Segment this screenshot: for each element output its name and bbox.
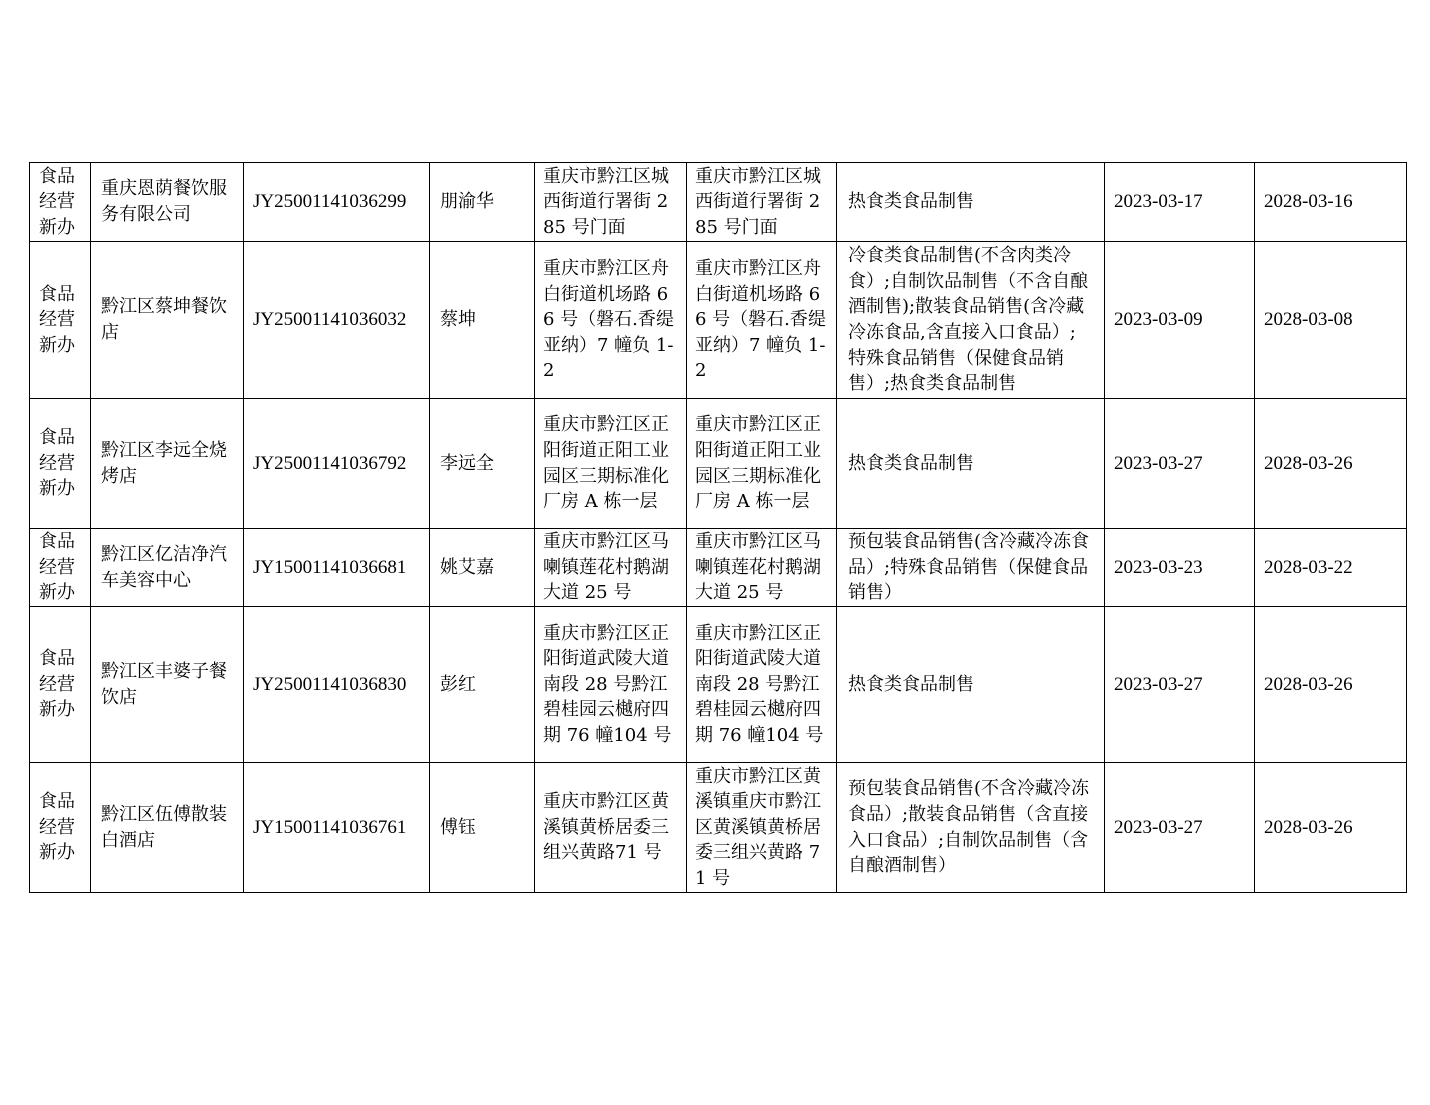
issue-date-cell: 2023-03-27 xyxy=(1105,607,1255,763)
expiry-date-cell: 2028-03-26 xyxy=(1255,607,1407,763)
issue-date-cell: 2023-03-17 xyxy=(1105,163,1255,242)
legal-person-cell: 姚艾嘉 xyxy=(430,529,535,607)
issue-date-cell: 2023-03-09 xyxy=(1105,242,1255,399)
license-number-cell: JY25001141036032 xyxy=(244,242,430,399)
table-row xyxy=(30,763,1407,893)
business-type-cell: 食品经营新办 xyxy=(30,242,91,399)
business-type-cell: 食品经营新办 xyxy=(30,607,91,763)
business-type-cell: 食品经营新办 xyxy=(30,529,91,607)
expiry-date-cell: 2028-03-08 xyxy=(1255,242,1407,399)
address-cell: 重庆市黔江区正阳街道武陵大道南段 28 号黔江碧桂园云樾府四期 76 幢104 号 xyxy=(535,607,687,763)
business-name-cell: 黔江区丰婆子餐饮店 xyxy=(91,607,244,763)
issue-date-cell: 2023-03-27 xyxy=(1105,399,1255,529)
license-number-cell: JY15001141036681 xyxy=(244,529,430,607)
business-scope-cell: 热食类食品制售 xyxy=(837,607,1105,763)
table-row xyxy=(30,529,1407,607)
table-row xyxy=(30,399,1407,529)
premises-address-cell: 重庆市黔江区舟白街道机场路 66 号（磐石.香缇亚纳）7 幢负 1-2 xyxy=(687,242,837,399)
business-name-cell: 黔江区亿洁净汽车美容中心 xyxy=(91,529,244,607)
table-row xyxy=(30,163,1407,242)
table-row xyxy=(30,242,1407,399)
premises-address-cell: 重庆市黔江区正阳街道正阳工业园区三期标准化厂房 A 栋一层 xyxy=(687,399,837,529)
business-scope-cell: 热食类食品制售 xyxy=(837,399,1105,529)
business-scope-cell: 冷食类食品制售(不含肉类冷食）;自制饮品制售（不含自酿酒制售);散装食品销售(含冷藏冷冻食品,含直接入口食品）;特殊食品销售（保健食品销售）;热食类食品制售 xyxy=(837,242,1105,399)
premises-address-cell: 重庆市黔江区马喇镇莲花村鹅湖大道 25 号 xyxy=(687,529,837,607)
legal-person-cell: 蔡坤 xyxy=(430,242,535,399)
license-number-cell: JY15001141036761 xyxy=(244,763,430,893)
business-name-cell: 黔江区李远全烧烤店 xyxy=(91,399,244,529)
address-cell: 重庆市黔江区黄溪镇黄桥居委三组兴黄路71 号 xyxy=(535,763,687,893)
business-name-cell: 黔江区伍傅散装白酒店 xyxy=(91,763,244,893)
premises-address-cell: 重庆市黔江区黄溪镇重庆市黔江区黄溪镇黄桥居委三组兴黄路 71 号 xyxy=(687,763,837,893)
license-number-cell: JY25001141036792 xyxy=(244,399,430,529)
business-type-cell: 食品经营新办 xyxy=(30,399,91,529)
issue-date-cell: 2023-03-23 xyxy=(1105,529,1255,607)
expiry-date-cell: 2028-03-26 xyxy=(1255,763,1407,893)
premises-address-cell: 重庆市黔江区正阳街道武陵大道南段 28 号黔江碧桂园云樾府四期 76 幢104 号 xyxy=(687,607,837,763)
business-scope-cell: 预包装食品销售(不含冷藏冷冻食品）;散装食品销售（含直接入口食品）;自制饮品制售（含自酿酒制售） xyxy=(837,763,1105,893)
business-type-cell: 食品经营新办 xyxy=(30,163,91,242)
address-cell: 重庆市黔江区正阳街道正阳工业园区三期标准化厂房 A 栋一层 xyxy=(535,399,687,529)
premises-address-cell: 重庆市黔江区城西街道行署街 285 号门面 xyxy=(687,163,837,242)
expiry-date-cell: 2028-03-26 xyxy=(1255,399,1407,529)
business-name-cell: 黔江区蔡坤餐饮店 xyxy=(91,242,244,399)
legal-person-cell: 彭红 xyxy=(430,607,535,763)
permit-table xyxy=(29,162,1407,893)
address-cell: 重庆市黔江区马喇镇莲花村鹅湖大道 25 号 xyxy=(535,529,687,607)
address-cell: 重庆市黔江区舟白街道机场路 66 号（磐石.香缇亚纳）7 幢负 1-2 xyxy=(535,242,687,399)
legal-person-cell: 朋渝华 xyxy=(430,163,535,242)
expiry-date-cell: 2028-03-22 xyxy=(1255,529,1407,607)
address-cell: 重庆市黔江区城西街道行署街 285 号门面 xyxy=(535,163,687,242)
business-name-cell: 重庆恩荫餐饮服务有限公司 xyxy=(91,163,244,242)
issue-date-cell: 2023-03-27 xyxy=(1105,763,1255,893)
license-number-cell: JY25001141036299 xyxy=(244,163,430,242)
business-type-cell: 食品经营新办 xyxy=(30,763,91,893)
legal-person-cell: 李远全 xyxy=(430,399,535,529)
business-scope-cell: 预包装食品销售(含冷藏冷冻食品）;特殊食品销售（保健食品销售） xyxy=(837,529,1105,607)
business-scope-cell: 热食类食品制售 xyxy=(837,163,1105,242)
license-number-cell: JY25001141036830 xyxy=(244,607,430,763)
table-row xyxy=(30,607,1407,763)
legal-person-cell: 傅钰 xyxy=(430,763,535,893)
expiry-date-cell: 2028-03-16 xyxy=(1255,163,1407,242)
